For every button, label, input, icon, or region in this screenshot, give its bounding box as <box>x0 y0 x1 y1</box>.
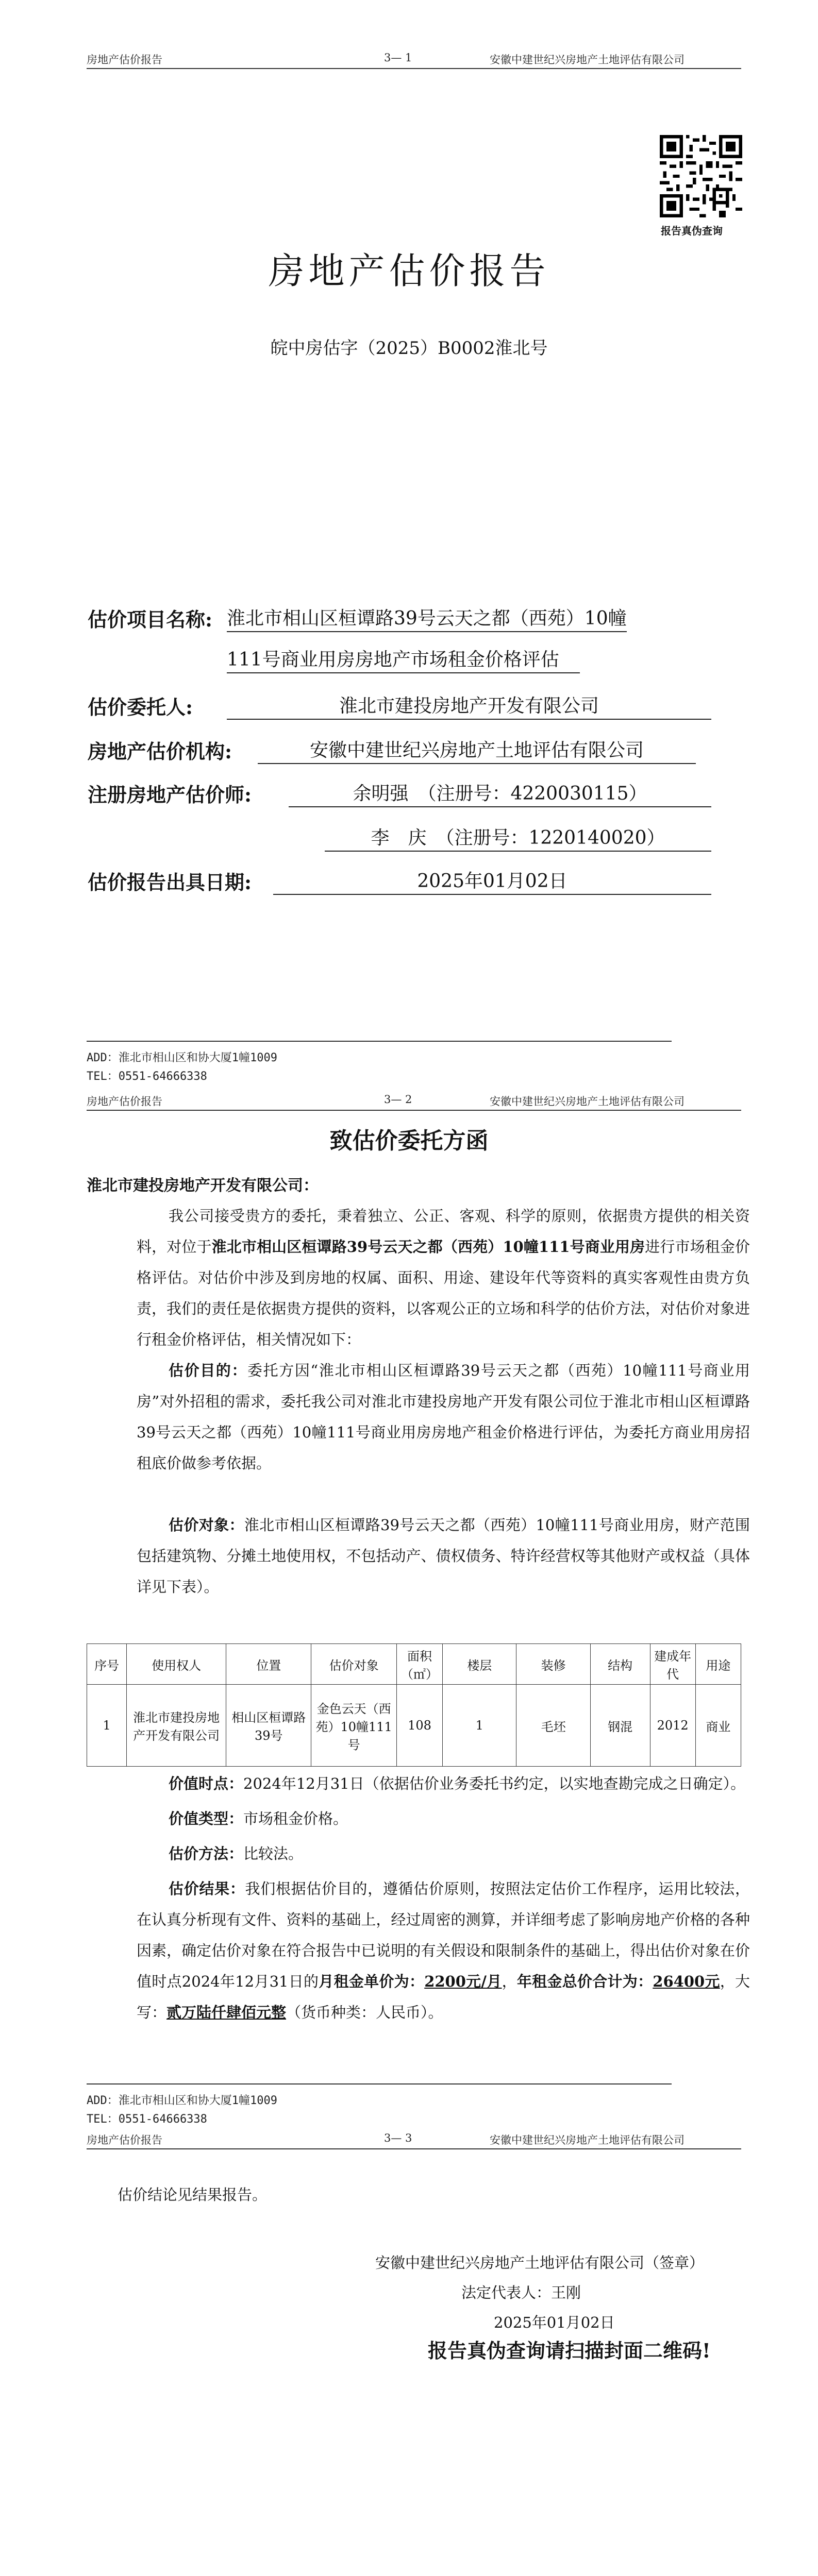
value-time-paragraph <box>137 1768 750 1799</box>
appraiser-value: 余明强 （注册号：4220030115） <box>289 779 711 807</box>
running-header-right: 安徽中建世纪兴房地产土地评估有限公司 <box>490 54 685 66</box>
upper-case-label: ，大写： <box>137 1973 750 2021</box>
page-number: 3— 1 <box>384 52 412 64</box>
table-header: 位置 <box>226 1644 311 1685</box>
issue-date-value: 2025年01月02日 <box>273 867 711 895</box>
monthly-rent-label: 月租金单价为： <box>319 1973 425 1990</box>
table-header: 用途 <box>695 1644 741 1685</box>
letter-heading: 致估价委托方函 <box>329 1128 489 1154</box>
letter-intro <box>137 1200 750 1355</box>
conclusion-text: 估价结论见结果报告。 <box>118 2186 268 2204</box>
method-label: 估价方法： <box>169 1845 244 1862</box>
agency-value: 安徽中建世纪兴房地产土地评估有限公司 <box>258 736 696 764</box>
header-rule <box>87 2148 741 2149</box>
result-label: 估价结果： <box>169 1880 245 1897</box>
signature-date: 2025年01月02日 <box>494 2314 615 2331</box>
value-type-text: 市场租金价格。 <box>243 1810 348 1827</box>
project-name-value: 淮北市相山区桓谭路39号云天之都（西苑）10幢 <box>227 604 627 632</box>
table-cell: 108 <box>396 1685 442 1767</box>
project-name-label: 估价项目名称: <box>88 608 213 631</box>
table-header: 装修 <box>516 1644 590 1685</box>
value-time-label: 价值时点： <box>169 1775 244 1792</box>
footer-address: ADD：淮北市相山区和协大厦1幢1009 <box>87 1052 277 1064</box>
table-cell: 毛坯 <box>516 1685 590 1767</box>
purpose-text: 委托方因“淮北市相山区桓谭路39号云天之都（西苑）10幢111号商业用房”对外招租的需求，委托我公司对淮北市建投房地产开发有限公司位于淮北市相山区桓谭路39号云天之都（西苑）10幢111号商业用房房地产租金价格进行评估，为委托方商业用房招租底价做参考依据。 <box>137 1362 750 1472</box>
document-number: 皖中房估字（2025）B0002淮北号 <box>270 338 548 359</box>
table-header: 估价对象 <box>311 1644 396 1685</box>
table-header-row <box>87 1644 741 1685</box>
method-paragraph <box>137 1838 750 1869</box>
table-header: 结构 <box>590 1644 650 1685</box>
object-text: 淮北市相山区桓谭路39号云天之都（西苑）10幢111号商业用房，财产范围包括建筑物、分摊土地使用权，不包括动产、债权债务、特许经营权等其他财产或权益（具体详见下表）。 <box>137 1516 750 1596</box>
table-cell: 商业 <box>695 1685 741 1767</box>
table-header: 建成年代 <box>650 1644 695 1685</box>
currency-note: （货币种类：人民币）。 <box>286 2004 443 2021</box>
table-header: 使用权人 <box>127 1644 226 1685</box>
table-header: 序号 <box>87 1644 127 1685</box>
intro-text-cont: 进行市场租金价格评估。对估价中涉及到房地的权属、面积、用途、建设年代等资料的真实客观性由贵方负责，我们的责任是依据贵方提供的资料，以客观公正的立场和科学的估价方法，对估价对象进行租金价格评估，相关情况如下： <box>137 1238 750 1348</box>
appraiser-value-line2: 李 庆 （注册号：1220140020） <box>325 823 711 852</box>
appraiser-label: 注册房地产估价师: <box>88 783 252 806</box>
object-label: 估价对象： <box>169 1516 244 1534</box>
footer-address: ADD：淮北市相山区和协大厦1幢1009 <box>87 2094 277 2107</box>
footer-tel: TEL：0551-64666338 <box>87 1070 207 1083</box>
header-rule <box>87 68 741 69</box>
legal-representative: 法定代表人：王刚 <box>461 2284 581 2301</box>
purpose-label: 估价目的： <box>169 1362 248 1379</box>
value-time-text: 2024年12月31日（依据估价业务委托书约定，以实地查勘完成之日确定）。 <box>243 1775 746 1792</box>
page-number: 3— 2 <box>384 1093 412 1106</box>
table-cell: 2012 <box>650 1685 695 1767</box>
intro-text: 我公司接受贵方的委托，秉着独立、公正、客观、科学的原则，依据贵方提供的相关资料，对位于 <box>137 1207 750 1256</box>
client-value: 淮北市建投房地产开发有限公司 <box>227 691 711 720</box>
annual-rent-value: 26400元 <box>653 1973 720 1990</box>
client-label: 估价委托人: <box>88 696 193 719</box>
agency-label: 房地产估价机构: <box>88 740 232 763</box>
property-table <box>87 1643 741 1767</box>
table-cell: 1 <box>443 1685 516 1767</box>
running-header-left: 房地产估价报告 <box>87 1095 162 1108</box>
qr-code-icon <box>660 135 742 217</box>
object-paragraph <box>137 1510 750 1602</box>
running-header-right: 安徽中建世纪兴房地产土地评估有限公司 <box>490 2134 685 2146</box>
qr-caption: 报告真伪查询 <box>661 225 723 237</box>
footer-tel: TEL：0551-64666338 <box>87 2113 207 2126</box>
purpose-paragraph <box>137 1355 750 1479</box>
running-header-left: 房地产估价报告 <box>87 54 162 66</box>
table-row <box>87 1685 741 1767</box>
header-rule <box>87 1110 741 1111</box>
footer-rule <box>87 2083 672 2084</box>
letter-addressee: 淮北市建投房地产开发有限公司： <box>87 1177 319 1195</box>
company-signature: 安徽中建世纪兴房地产土地评估有限公司（签章） <box>375 2254 705 2272</box>
table-header: 楼层 <box>443 1644 516 1685</box>
value-type-label: 价值类型： <box>169 1810 244 1827</box>
result-text: 我们根据估价目的，遵循估价原则，按照法定估价工作程序，运用比较法，在认真分析现有文件、资料的基础上，经过周密的测算，并详细考虑了影响房地产价格的各种因素，确定估价对象在符合报告中已说明的有关假设和限制条件的基础上，得出估价对象在价值时点2024年12月31日的 <box>137 1880 750 1990</box>
table-header: 面积（㎡） <box>396 1644 442 1685</box>
project-name-value-line2: 111号商业用房房地产市场租金价格评估 <box>227 645 580 673</box>
authenticity-note: 报告真伪查询请扫描封面二维码! <box>428 2339 711 2362</box>
table-cell: 1 <box>87 1685 127 1767</box>
property-address: 淮北市相山区桓谭路39号云天之都（西苑）10幢111号商业用房 <box>211 1238 645 1256</box>
running-header-right: 安徽中建世纪兴房地产土地评估有限公司 <box>490 1095 685 1108</box>
running-header-left: 房地产估价报告 <box>87 2134 162 2146</box>
table-cell: 钢混 <box>590 1685 650 1767</box>
annual-rent-label: 年租金总价合计为： <box>516 1973 653 1990</box>
table-cell: 淮北市建投房地产开发有限公司 <box>127 1685 226 1767</box>
issue-date-label: 估价报告出具日期: <box>88 871 252 894</box>
monthly-rent-value: 2200元/月 <box>424 1973 502 1990</box>
page-number: 3— 3 <box>384 2132 412 2144</box>
page-title: 房地产估价报告 <box>268 250 550 292</box>
table-cell: 相山区桓谭路39号 <box>226 1685 311 1767</box>
table-cell: 金色云天（西苑）10幢111号 <box>311 1685 396 1767</box>
upper-case-value: 贰万陆仟肆佰元整 <box>166 2004 287 2021</box>
method-text: 比较法。 <box>243 1845 304 1862</box>
value-type-paragraph <box>137 1803 750 1834</box>
result-paragraph <box>137 1873 750 2028</box>
footer-rule <box>87 1041 672 1042</box>
result-separator: ， <box>502 1973 517 1990</box>
